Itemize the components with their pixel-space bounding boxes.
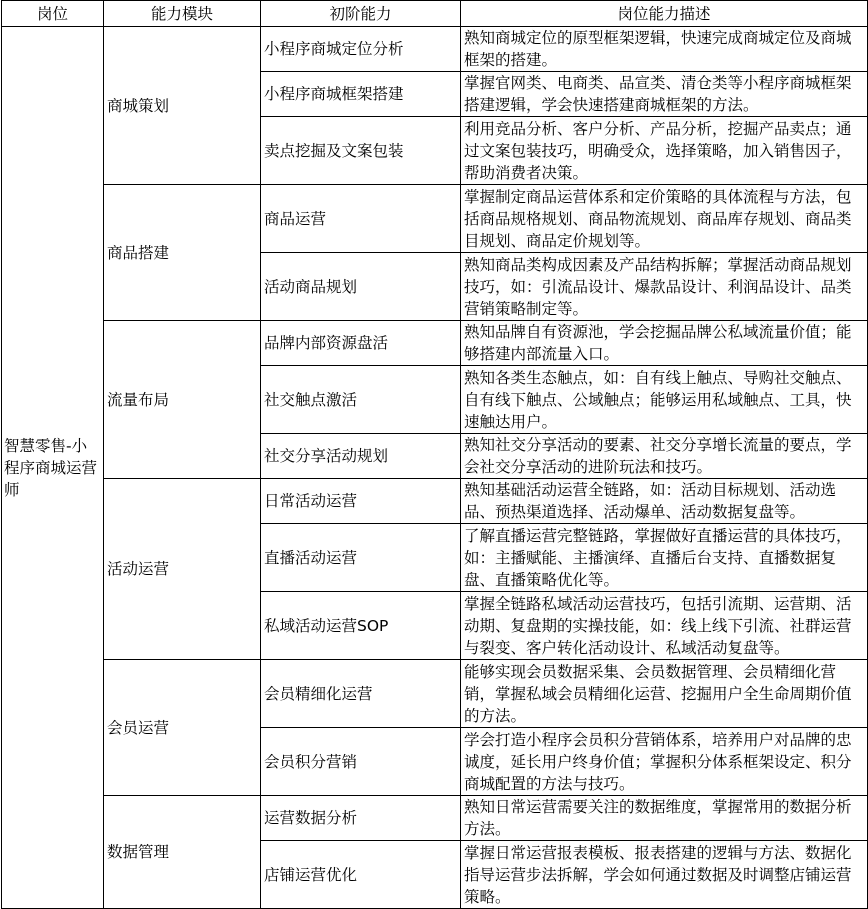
desc-cell: 掌握全链路私域活动运营技巧，包括引流期、运营期、活动期、复盘期的实操技能，如：线上线下引流、社群运营与裂变、客户转化活动设计、私域活动复盘等。 (461, 592, 868, 660)
desc-cell: 熟知商城定位的原型框架逻辑，快速完成商城定位及商城框架的搭建。 (461, 27, 868, 72)
table-row (2, 185, 868, 253)
table-row (2, 796, 868, 841)
table-row (2, 479, 868, 524)
module-cell: 会员运营 (104, 660, 261, 796)
ability-cell: 会员精细化运营 (261, 660, 461, 728)
desc-cell: 熟知品牌自有资源池，学会挖掘品牌公私域流量价值；能够搭建内部流量入口。 (461, 321, 868, 366)
desc-cell: 利用竞品分析、客户分析、产品分析，挖掘产品卖点；通过文案包装技巧，明确受众，选择策略，加入销售因子，帮助消费者决策。 (461, 117, 868, 185)
desc-cell: 熟知日常运营需要关注的数据维度，掌握常用的数据分析方法。 (461, 796, 868, 841)
competency-table (1, 0, 868, 909)
module-cell: 商品搭建 (104, 185, 261, 321)
desc-cell: 掌握官网类、电商类、品宣类、清仓类等小程序商城框架搭建逻辑，学会快速搭建商城框架的方法。 (461, 72, 868, 117)
header-ability: 初阶能力 (261, 1, 461, 27)
ability-cell: 社交触点激活 (261, 366, 461, 434)
ability-cell: 运营数据分析 (261, 796, 461, 841)
ability-cell: 会员积分营销 (261, 728, 461, 796)
ability-cell: 日常活动运营 (261, 479, 461, 524)
ability-cell: 卖点挖掘及文案包装 (261, 117, 461, 185)
module-cell: 活动运营 (104, 479, 261, 660)
desc-cell: 熟知基础活动运营全链路，如：活动目标规划、活动选品、预热渠道选择、活动爆单、活动数据复盘等。 (461, 479, 868, 524)
header-row (2, 1, 868, 27)
header-module: 能力模块 (104, 1, 261, 27)
ability-cell: 社交分享活动规划 (261, 434, 461, 479)
ability-cell: 品牌内部资源盘活 (261, 321, 461, 366)
ability-cell: 直播活动运营 (261, 524, 461, 592)
post-cell: 智慧零售-小程序商城运营师 (2, 27, 104, 909)
ability-cell: 商品运营 (261, 185, 461, 253)
desc-cell: 学会打造小程序会员积分营销体系，培养用户对品牌的忠诚度，延长用户终身价值；掌握积分体系框架设定、积分商城配置的方法与技巧。 (461, 728, 868, 796)
header-desc: 岗位能力描述 (461, 1, 868, 27)
desc-cell: 熟知各类生态触点，如：自有线上触点、导购社交触点、自有线下触点、公域触点；能够运用私域触点、工具，快速触达用户。 (461, 366, 868, 434)
desc-cell: 掌握日常运营报表模板、报表搭建的逻辑与方法、数据化指导运营步法拆解，学会如何通过数据及时调整店铺运营策略。 (461, 841, 868, 909)
desc-cell: 掌握制定商品运营体系和定价策略的具体流程与方法，包括商品规格规划、商品物流规划、商品库存规划、商品类目规划、商品定价规划等。 (461, 185, 868, 253)
ability-cell: 店铺运营优化 (261, 841, 461, 909)
module-cell: 流量布局 (104, 321, 261, 479)
ability-cell: 小程序商城定位分析 (261, 27, 461, 72)
desc-cell: 熟知社交分享活动的要素、社交分享增长流量的要点，学会社交分享活动的进阶玩法和技巧。 (461, 434, 868, 479)
header-post: 岗位 (2, 1, 104, 27)
desc-cell: 了解直播运营完整链路，掌握做好直播运营的具体技巧，如：主播赋能、主播演绎、直播后台支持、直播数据复盘、直播策略优化等。 (461, 524, 868, 592)
ability-cell: 小程序商城框架搭建 (261, 72, 461, 117)
table-row (2, 660, 868, 728)
ability-cell: 私域活动运营SOP (261, 592, 461, 660)
ability-cell: 活动商品规划 (261, 253, 461, 321)
module-cell: 商城策划 (104, 27, 261, 185)
module-cell: 数据管理 (104, 796, 261, 909)
table-row (2, 321, 868, 366)
desc-cell: 熟知商品类构成因素及产品结构拆解；掌握活动商品规划技巧，如：引流品设计、爆款品设计、利润品设计、品类营销策略制定等。 (461, 253, 868, 321)
table-row (2, 27, 868, 72)
desc-cell: 能够实现会员数据采集、会员数据管理、会员精细化营销，掌握私域会员精细化运营、挖掘用户全生命周期价值的方法。 (461, 660, 868, 728)
